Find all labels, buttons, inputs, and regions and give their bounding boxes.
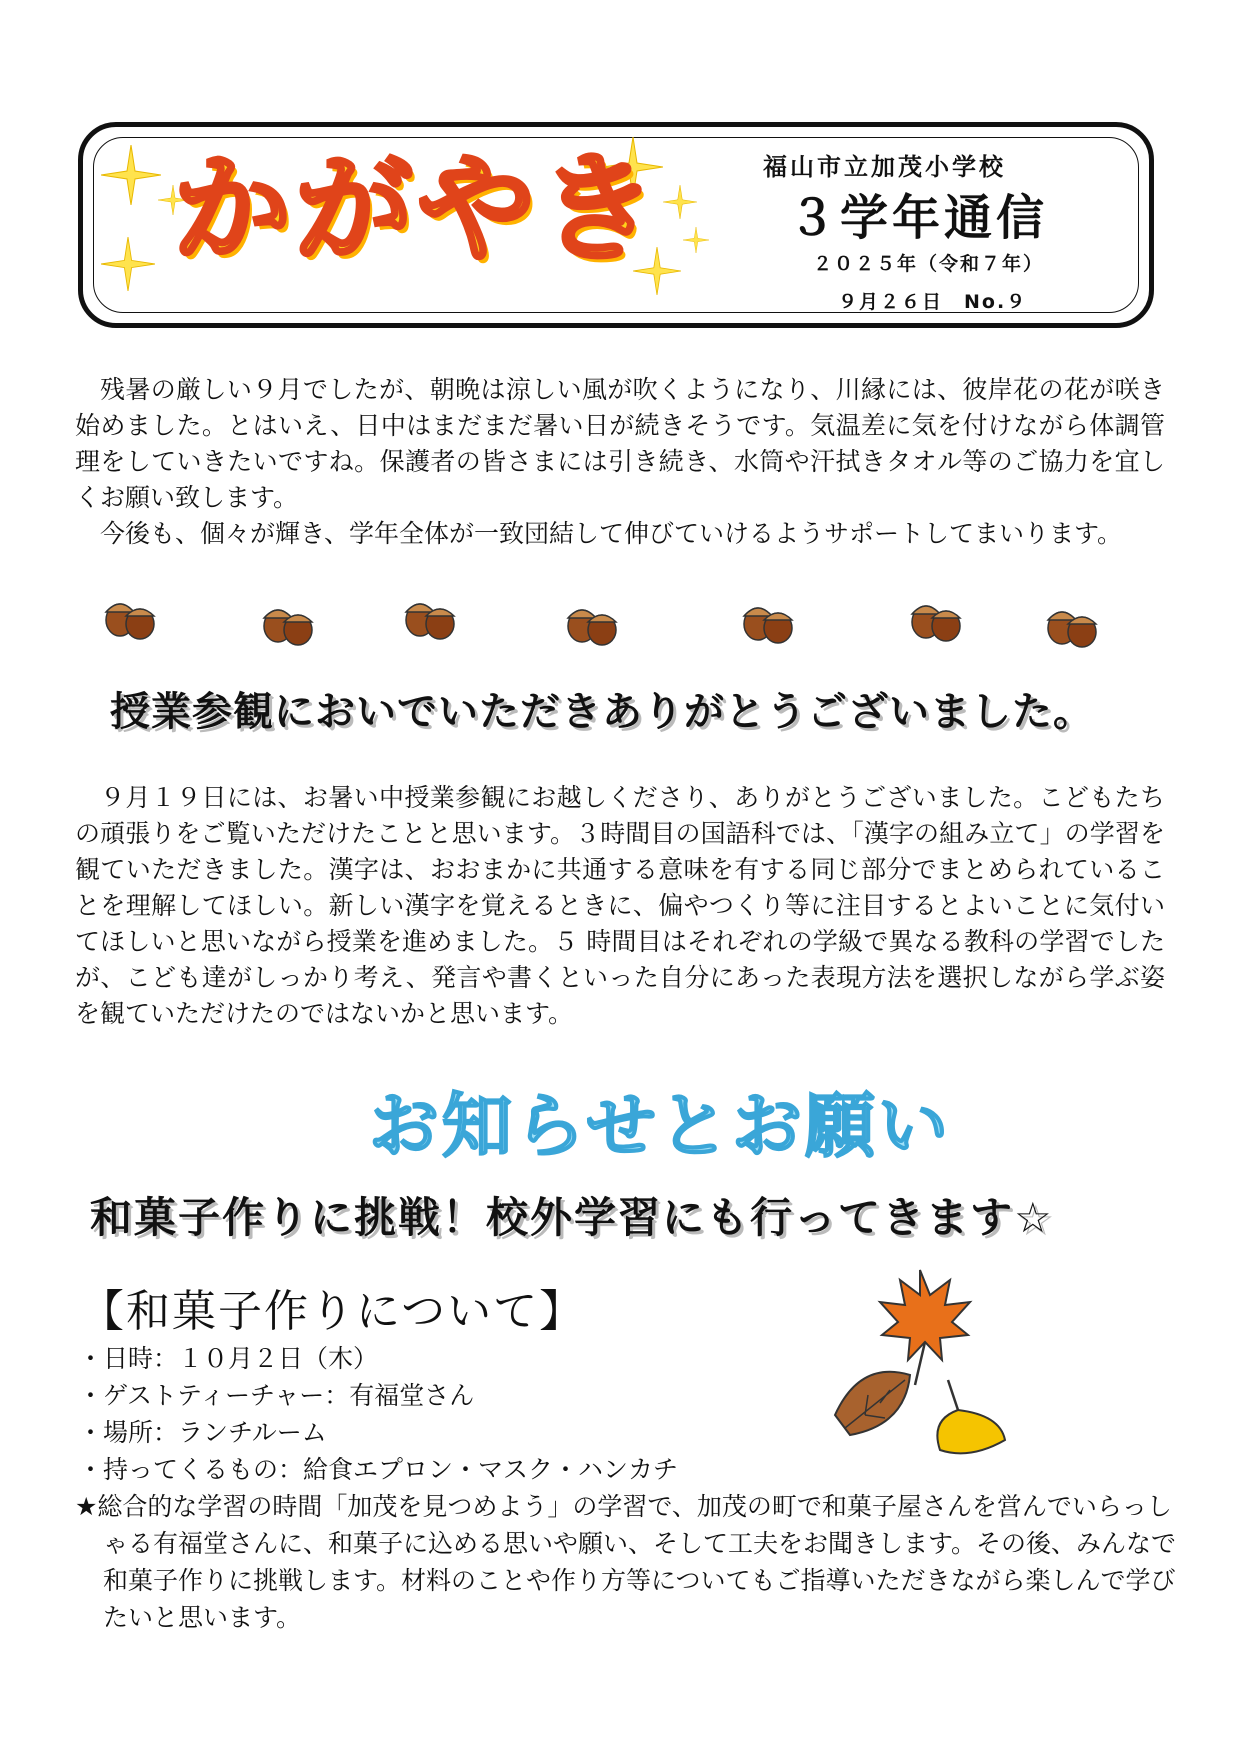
acorn-icon bbox=[562, 596, 622, 648]
autumn-leaves-illustration bbox=[830, 1260, 1030, 1460]
newsletter-header bbox=[78, 122, 1154, 328]
open-class-text bbox=[75, 780, 1165, 1032]
intro-text bbox=[75, 372, 1165, 552]
newsletter-logo: かがやき bbox=[173, 140, 662, 278]
sparkle-icon bbox=[683, 227, 709, 253]
issue-year: ２０２５年（令和７年） bbox=[813, 253, 1045, 275]
list-item: ・場所：ランチルーム bbox=[78, 1418, 327, 1447]
wagashi-heading: 和菓子作りに挑戦！校外学習にも行ってきます☆ bbox=[90, 1193, 1054, 1242]
sparkle-icon bbox=[101, 237, 155, 291]
acorn-icon bbox=[906, 592, 966, 644]
brown-leaf-icon bbox=[835, 1372, 910, 1435]
open-class-paragraph: ９月１９日には、お暑い中授業参観にお越しくださり、ありがとうございました。こどもたちの頑張りをご覧いただけたことと思います。３時間目の国語科では、「漢字の組み立て」の学習を観ていただきました。漢字は、おおまかに共通する意味を有する同じ部分でまとめられていることを理解してほしい。新しい漢字を覚えるときに、偏やつくり等に注目するとよいことに気付いてほしいと思いながら授業を進めました。５ 時間目はそれぞれの学級で異なる教科の学習でしたが、こども達がしっかり考え、発言や書くといった自分にあった表現方法を選択しながら学ぶ姿を観ていただけたのではないかと思います。 bbox=[75, 783, 1165, 1028]
acorn-icon bbox=[258, 596, 318, 648]
acorn-decoration-row bbox=[0, 590, 1240, 660]
acorn-icon bbox=[100, 590, 160, 642]
sparkle-icon bbox=[101, 145, 161, 205]
intro-paragraph: 今後も、個々が輝き、学年全体が一致団結して伸びていけるようサポートしてまいります。 bbox=[100, 519, 1123, 548]
sparkle-icon bbox=[663, 185, 697, 219]
newsletter-title: ３学年通信 bbox=[788, 190, 1049, 246]
school-name: 福山市立加茂小学校 bbox=[763, 153, 1006, 181]
intro-paragraph: 残暑の厳しい９月でしたが、朝晩は涼しい風が吹くようになり、川縁には、彼岸花の花が咲き始めました。とはいえ、日中はまだまだ暑い日が続きそうです。気温差に気を付けながら体調管理をしていきたいですね。保護者の皆さまには引き続き、水筒や汗拭きタオル等のご協力を宜しくお願い致します。 bbox=[75, 375, 1165, 512]
list-item: ・ゲストティーチャー：有福堂さん bbox=[78, 1381, 475, 1410]
wagashi-note: ★総合的な学習の時間「加茂を見つめよう」の学習で、加茂の町で和菓子屋さんを営んでいらっしゃる有福堂さんに、和菓子に込める思いや願い、そして工夫をお聞きします。その後、みんなで和菓子作りに挑戦します。材料のことや作り方等についてもご指導いただきながら楽しんで学びたいと思います。 bbox=[75, 1492, 1177, 1632]
open-class-heading: 授業参観においでいただきありがとうございました。 bbox=[110, 689, 1094, 735]
list-item: ・持ってくるもの：給食エプロン・マスク・ハンカチ bbox=[78, 1455, 679, 1484]
wagashi-sub-heading: 【和菓子作りについて】 bbox=[80, 1286, 586, 1337]
issue-date-number: ９月２６日 No.９ bbox=[838, 291, 1028, 313]
maple-leaf-icon bbox=[880, 1270, 970, 1385]
acorn-icon bbox=[738, 594, 798, 646]
notices-section-title: お知らせとお願い bbox=[369, 1085, 951, 1167]
acorn-icon bbox=[400, 590, 460, 642]
acorn-icon bbox=[1042, 598, 1102, 650]
list-item: ・日時：１０月２日（木） bbox=[78, 1344, 379, 1373]
wagashi-details-list bbox=[78, 1340, 678, 1488]
ginkgo-leaf-icon bbox=[937, 1380, 1005, 1453]
